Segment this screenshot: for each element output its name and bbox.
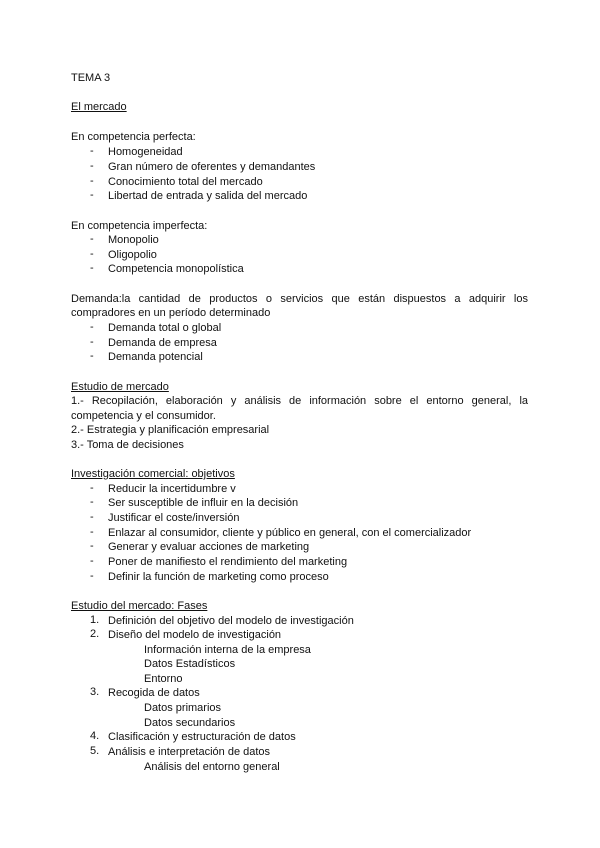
list-dash: - — [90, 526, 94, 538]
list-item: Definición del objetivo del modelo de investigación — [108, 615, 354, 627]
list-item: Poner de manifiesto el rendimiento del marketing — [108, 556, 348, 568]
list-item: Homogeneidad — [108, 146, 183, 158]
list-item: Oligopolio — [108, 249, 157, 261]
list-dash: - — [90, 482, 94, 494]
imperfect-competition-heading: En competencia imperfecta: — [71, 220, 208, 232]
list-dash: - — [90, 233, 94, 245]
list-number: 2. — [90, 628, 100, 640]
doc-title: TEMA 3 — [71, 72, 111, 84]
sub-item: Datos secundarios — [144, 717, 236, 729]
list-item: Definir la función de marketing como proceso — [108, 571, 329, 583]
list-item: Ser susceptible de influir en la decisión — [108, 497, 299, 509]
list-item: Demanda de empresa — [108, 337, 217, 349]
section-heading-mercado: El mercado — [71, 101, 127, 113]
section-heading-fases: Estudio del mercado: Fases — [71, 600, 208, 612]
list-item: Demanda potencial — [108, 351, 203, 363]
list-item: Libertad de entrada y salida del mercado — [108, 190, 308, 202]
list-item: Reducir la incertidumbre v — [108, 483, 236, 495]
list-number: 4. — [90, 730, 100, 742]
sub-item: Datos primarios — [144, 702, 222, 714]
list-dash: - — [90, 189, 94, 201]
list-dash: - — [90, 145, 94, 157]
study-line-3: 2.- Estrategia y planificación empresarial — [71, 424, 270, 436]
list-dash: - — [90, 321, 94, 333]
study-line-2: competencia y el consumidor. — [71, 410, 216, 422]
list-dash: - — [90, 336, 94, 348]
list-item: Enlazar al consumidor, cliente y público en general, con el comercializador — [108, 527, 472, 539]
list-item: Justificar el coste/inversión — [108, 512, 240, 524]
list-item: Demanda total o global — [108, 322, 222, 334]
list-number: 3. — [90, 686, 100, 698]
sub-item: Entorno — [144, 673, 183, 685]
study-line-1: 1.- Recopilación, elaboración y análisis de información sobre el entorno general, la — [71, 395, 528, 407]
list-dash: - — [90, 248, 94, 260]
sub-item: Información interna de la empresa — [144, 644, 311, 656]
list-dash: - — [90, 511, 94, 523]
list-dash: - — [90, 540, 94, 552]
list-dash: - — [90, 262, 94, 274]
list-item: Diseño del modelo de investigación — [108, 629, 282, 641]
list-dash: - — [90, 160, 94, 172]
list-item: Monopolio — [108, 234, 159, 246]
demand-definition-line-1: Demanda:la cantidad de productos o servicios que están dispuestos a adquirir los — [71, 293, 528, 305]
list-item: Gran número de oferentes y demandantes — [108, 161, 316, 173]
list-dash: - — [90, 496, 94, 508]
sub-item: Datos Estadísticos — [144, 658, 236, 670]
list-dash: - — [90, 570, 94, 582]
list-item: Competencia monopolística — [108, 263, 244, 275]
list-item: Conocimiento total del mercado — [108, 176, 263, 188]
study-line-4: 3.- Toma de decisiones — [71, 439, 184, 451]
list-dash: - — [90, 350, 94, 362]
list-item: Clasificación y estructuración de datos — [108, 731, 296, 743]
list-item: Generar y evaluar acciones de marketing — [108, 541, 310, 553]
section-heading-investigacion: Investigación comercial: objetivos — [71, 468, 235, 480]
list-item: Análisis e interpretación de datos — [108, 746, 271, 758]
list-item: Recogida de datos — [108, 687, 200, 699]
section-heading-estudio: Estudio de mercado — [71, 381, 169, 393]
list-number: 5. — [90, 745, 100, 757]
list-number: 1. — [90, 614, 100, 626]
sub-item: Análisis del entorno general — [144, 761, 280, 773]
list-dash: - — [90, 175, 94, 187]
perfect-competition-heading: En competencia perfecta: — [71, 131, 196, 143]
demand-definition-line-2: compradores en un período determinado — [71, 307, 271, 319]
list-dash: - — [90, 555, 94, 567]
